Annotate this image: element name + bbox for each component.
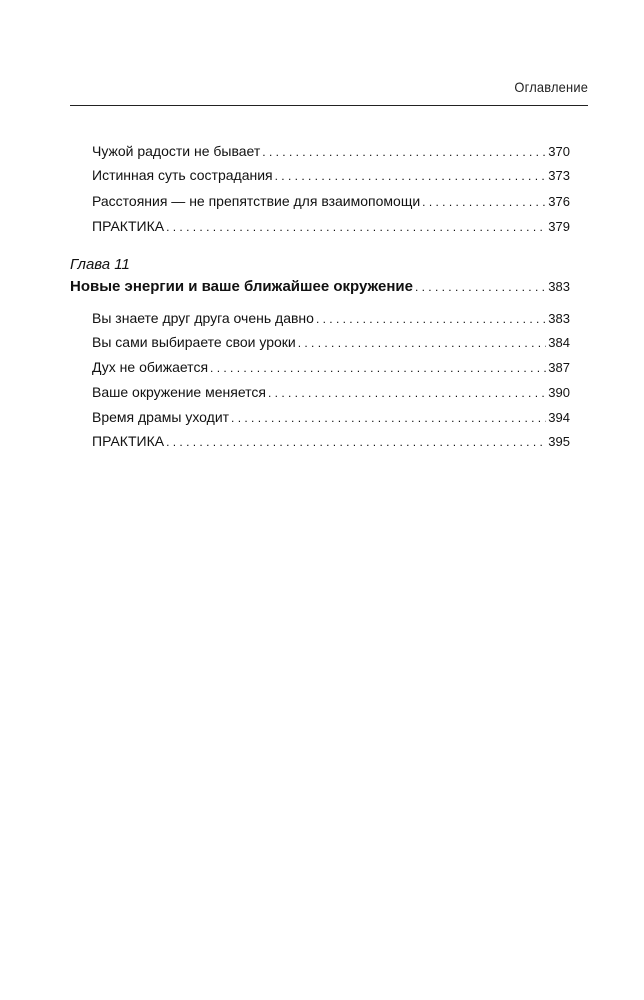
toc-entry[interactable] [92,143,570,163]
toc-entry-title: Расстояния — не препятствие для взаимопомощи [92,193,421,209]
toc-leader-dots [231,411,546,425]
toc-leader-dots [298,336,547,350]
toc-entry-title: ПРАКТИКА [92,433,165,449]
toc-leader-dots [268,386,546,400]
chapter-title-entry[interactable] [70,278,570,299]
chapter-page: 383 [548,279,570,294]
toc-entry-title: Чужой радости не бывает [92,143,261,159]
toc-leader-dots [262,145,546,159]
toc-entry-title: Дух не обижается [92,359,209,375]
toc-entry[interactable] [92,384,570,404]
toc-entry-page: 379 [548,219,570,234]
header-rule [70,105,588,106]
toc-entry-page: 387 [548,360,570,375]
running-head: Оглавление [514,79,588,95]
toc-leader-dots [166,435,546,449]
toc-entry-page: 383 [548,311,570,326]
toc-leader-dots [166,220,546,234]
toc-entry-title: Время драмы уходит [92,409,230,425]
toc-leader-dots [275,169,547,183]
toc-entry[interactable] [92,359,570,379]
chapter-label: Глава 11 [70,256,130,273]
toc-entry-page: 394 [548,410,570,425]
toc-entry-title: ПРАКТИКА [92,218,165,234]
toc-entry-title: Вы знаете друг друга очень давно [92,310,314,326]
toc-leader-dots [415,280,546,294]
toc-entry-title: Истинная суть сострадания [92,167,273,183]
toc-entry-title: Вы сами выбираете свои уроки [92,334,296,350]
toc-entry-page: 384 [548,335,570,350]
toc-entry-page: 370 [548,144,570,159]
toc-entry[interactable] [92,167,570,187]
chapter-title: Новые энергии и ваше ближайшее окружение [70,278,413,295]
toc-entry[interactable] [92,218,570,238]
toc-entry-page: 390 [548,385,570,400]
toc-entry[interactable] [92,409,570,429]
toc-entry-title: Ваше окружение меняется [92,384,266,400]
toc-entry[interactable] [92,310,570,330]
toc-leader-dots [422,195,546,209]
toc-entry[interactable] [92,193,570,213]
toc-leader-dots [316,312,546,326]
toc-entry-page: 395 [548,434,570,449]
toc-entry[interactable] [92,433,570,453]
toc-entry-page: 373 [548,168,570,183]
toc-leader-dots [210,361,546,375]
toc-entry-page: 376 [548,194,570,209]
toc-entry[interactable] [92,334,570,354]
